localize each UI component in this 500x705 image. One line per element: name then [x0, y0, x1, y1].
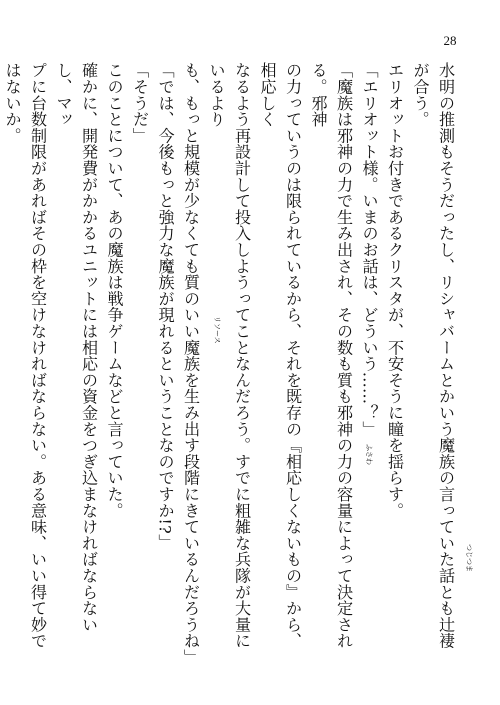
text-line: も、もっと規模が少なくても質のいい魔族を生み出す段階にきているんだろうね」 [181, 62, 200, 666]
text-line: このことについて、あの魔族は戦争ゲームなどと言っていた。 [104, 62, 124, 519]
body-text [0, 62, 458, 666]
ruby-risousu: リソース [213, 316, 221, 344]
text-line: の力っていうのは限られているから、それを既存の『相応しくないもの』から、相応しく [257, 62, 302, 649]
text-line: 「魔族は邪神の力で生み出され、その数も質も邪神の力の容量によって決定される。邪神 [308, 62, 353, 649]
text-line: エリオットお付きであるクリスタが、不安そうに瞳を揺らす。 [385, 62, 404, 519]
text-line: 「エリオット様。いまのお話は、どういう……？」 [359, 62, 379, 437]
text-line: 「では、今後もっと強力な魔族が現れるということなのですか!?」 [155, 62, 175, 551]
text-line: 水明の推測もそうだったし、リシャバームとかいう魔族の言っていた話とも辻褄が合う。 [410, 62, 455, 649]
page-number: 28 [443, 33, 457, 48]
text-line: プに台数制限があればその枠を空けなければならない。ある意味、いい得て妙ではないか。 [2, 62, 47, 649]
ruby-tsujitsuma: つじつま [465, 544, 473, 572]
text-line: なるよう再設計して投入しようってことなんだろう。すでに粗雑な兵隊が大量にいるより [206, 62, 251, 649]
text-line: 「そうだ」 [130, 62, 149, 144]
text-line: 確かに、開発費がかかるユニットには相応の資金をつぎ込まなければならないし、マッ [53, 62, 98, 633]
ruby-fusawa: ふさわ [365, 444, 373, 465]
